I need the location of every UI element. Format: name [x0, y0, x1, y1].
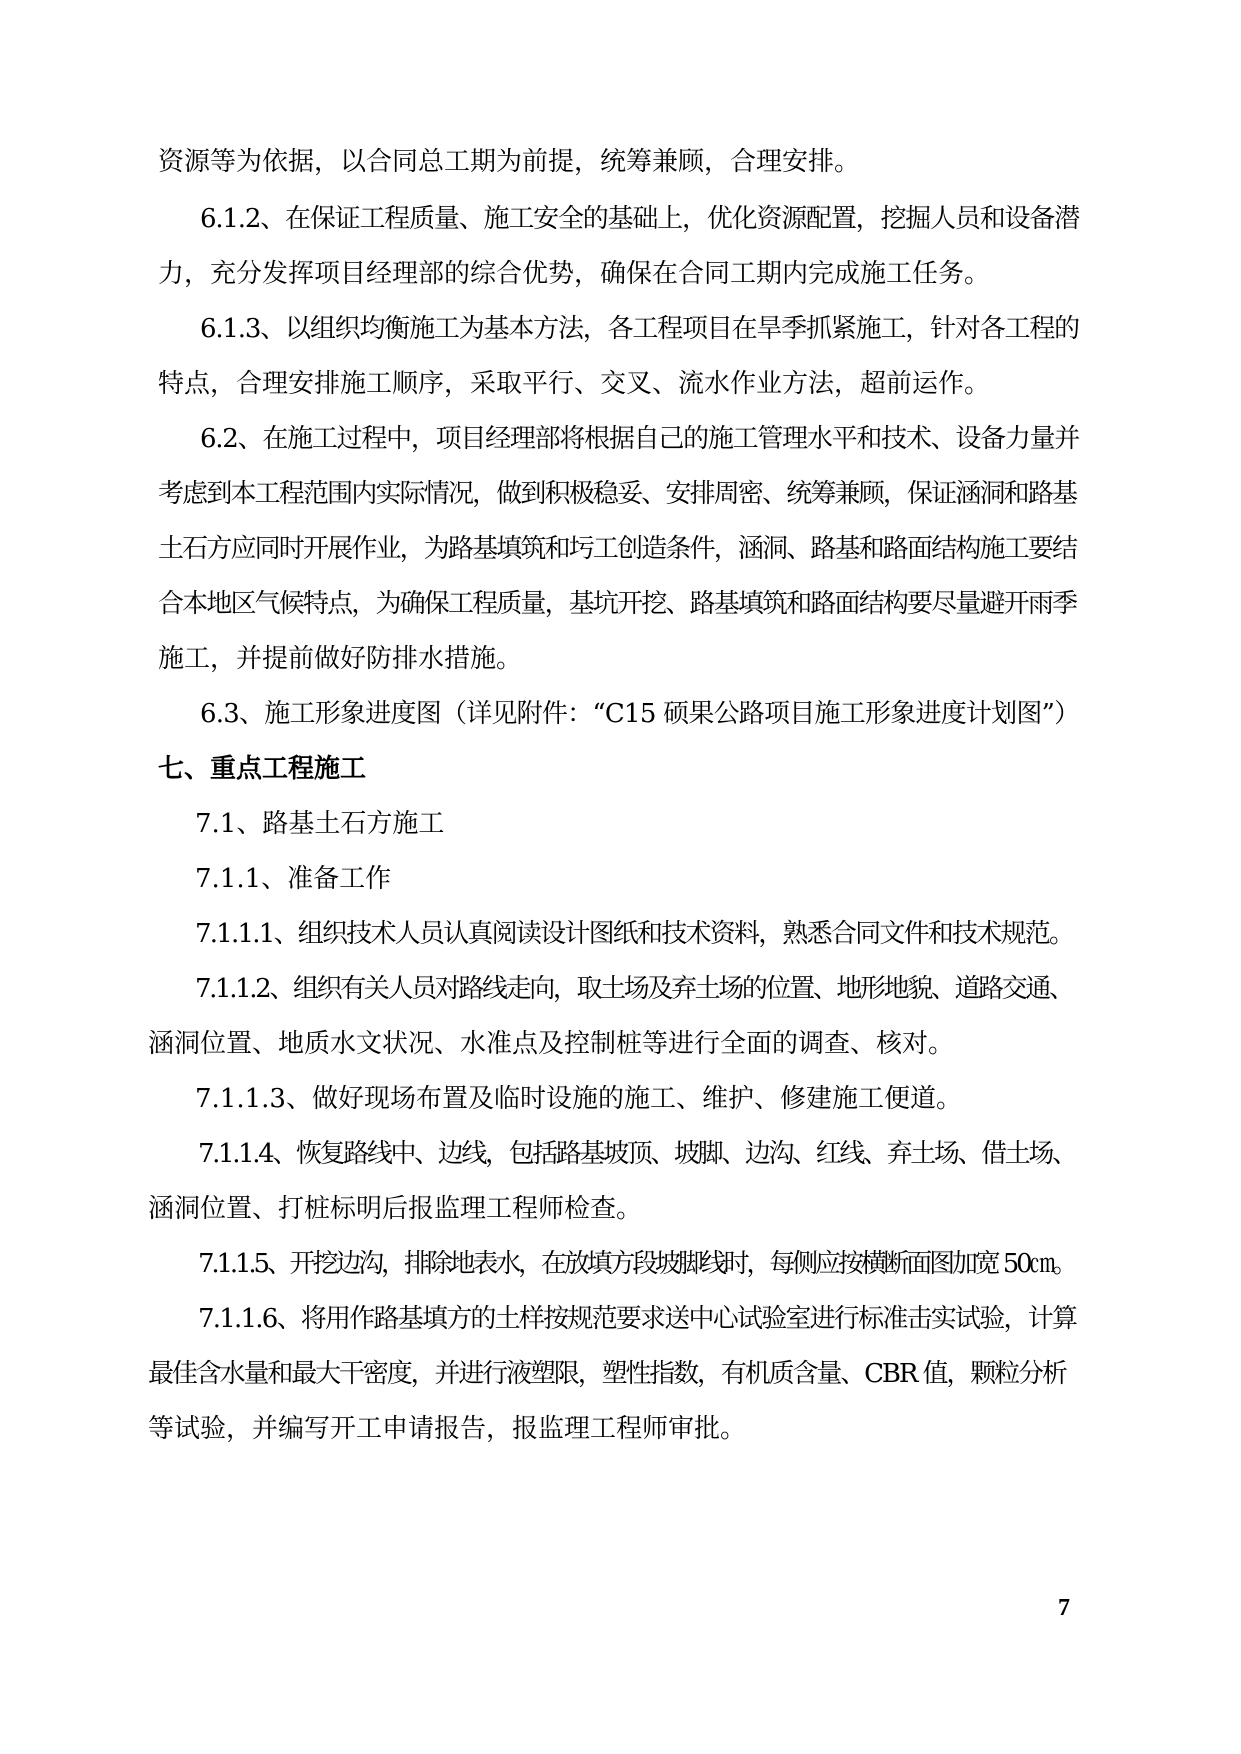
paragraph-line: 6.1.2、在保证工程质量、施工安全的基础上，优化资源配置，挖掘人员和设备潜 — [200, 204, 1079, 234]
paragraph-line: 资源等为依据，以合同总工期为前提，统筹兼顾，合理安排。 — [158, 147, 861, 177]
subsection-heading: 7.1、路基土石方施工 — [195, 809, 445, 839]
subsection-heading: 7.1.1、准备工作 — [195, 864, 392, 894]
paragraph-line: 7.1.1.2、组织有关人员对路线走向，取土场及弃土场的位置、地形地貌、道路交通、 — [195, 974, 1073, 1004]
paragraph-line: 涵洞位置、打桩标明后报监理工程师检查。 — [148, 1194, 643, 1224]
paragraph-line: 施工，并提前做好防排水措施。 — [158, 644, 523, 674]
paragraph-line: 涵洞位置、地质水文状况、水准点及控制桩等进行全面的调查、核对。 — [148, 1029, 955, 1059]
paragraph-line: 7.1.1.1、组织技术人员认真阅读设计图纸和技术资料，熟悉合同文件和技术规范。 — [195, 919, 1074, 949]
paragraph-line: 土石方应同时开展作业，为路基填筑和圬工创造条件，涵洞、路基和路面结构施工要结 — [158, 534, 1077, 564]
paragraph-line: 7.1.1.3、做好现场布置及临时设施的施工、维护、修建施工便道。 — [195, 1084, 962, 1114]
paragraph-line: 等试验，并编写开工申请报告，报监理工程师审批。 — [148, 1414, 747, 1444]
paragraph-line: 6.3、施工形象进度图（详见附件：“C15 硕果公路项目施工形象进度计划图”） — [200, 699, 1080, 729]
paragraph-line: 7.1.1.4、恢复路线中、边线，包括路基坡顶、坡脚、边沟、红线、弃土场、借土场、 — [198, 1139, 1076, 1169]
paragraph-line: 最佳含水量和最大干密度，并进行液塑限，塑性指数，有机质含量、CBR 值，颗粒分析 — [148, 1359, 1066, 1389]
paragraph-line: 考虑到本工程范围内实际情况，做到积极稳妥、安排周密、统筹兼顾，保证涵洞和路基 — [158, 479, 1077, 509]
section-heading: 七、重点工程施工 — [158, 754, 367, 784]
paragraph-line: 6.2、在施工过程中，项目经理部将根据自己的施工管理水平和技术、设备力量并 — [200, 424, 1080, 454]
paragraph-line: 7.1.1.6、将用作路基填方的土样按规范要求送中心试验室进行标准击实试验，计算 — [198, 1304, 1077, 1334]
page-number: 7 — [1058, 1595, 1070, 1621]
paragraph-line: 力，充分发挥项目经理部的综合优势，确保在合同工期内完成施工任务。 — [158, 259, 991, 289]
paragraph-line: 特点，合理安排施工顺序，采取平行、交叉、流水作业方法，超前运作。 — [158, 369, 991, 399]
paragraph-line: 7.1.1.5、开挖边沟，排除地表水，在放填方段坡脚线时，每侧应按横断面图加宽 50㎝。 — [198, 1249, 1076, 1279]
paragraph-line: 6.1.3、以组织均衡施工为基本方法，各工程项目在旱季抓紧施工，针对各工程的 — [200, 314, 1079, 344]
paragraph-line: 合本地区气候特点，为确保工程质量，基坑开挖、路基填筑和路面结构要尽量避开雨季 — [158, 589, 1077, 619]
